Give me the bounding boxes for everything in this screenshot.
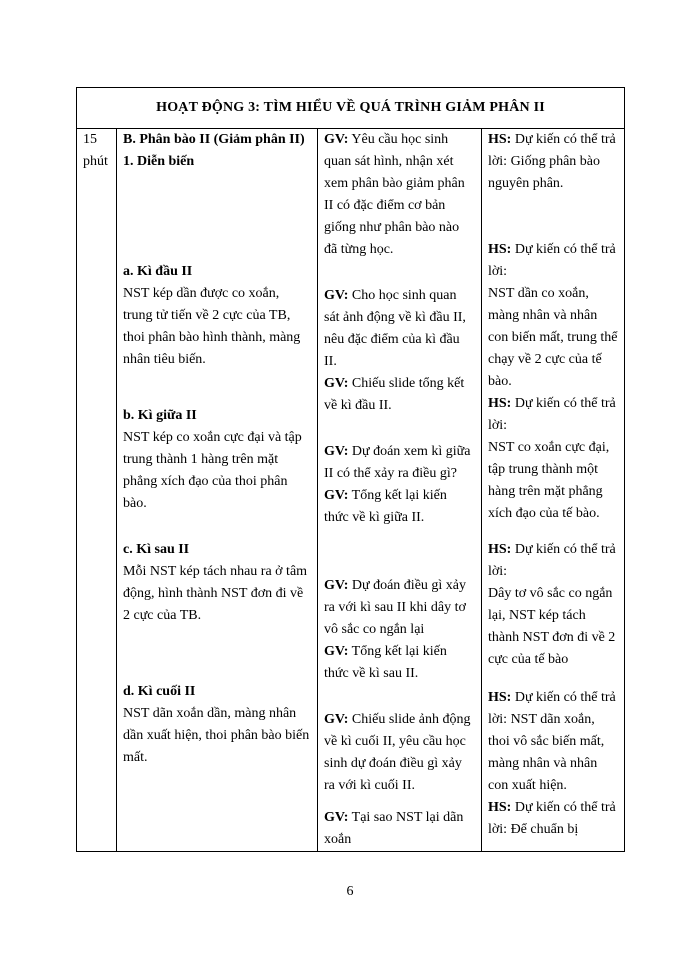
header-row <box>77 88 625 129</box>
student-label: HS: <box>488 242 512 257</box>
student-label: HS: <box>488 396 512 411</box>
student-item: HS: Dự kiến có thể trả lời: Giống phân bào nguyên phân. <box>488 132 616 191</box>
time-label: 15 phút <box>83 132 108 169</box>
phase-title: c. Kì sau II <box>123 542 190 557</box>
student-label: HS: <box>488 690 512 705</box>
activity-title: HOẠT ĐỘNG 3: TÌM HIỂU VỀ QUÁ TRÌNH GIẢM PHÂN II <box>77 88 625 129</box>
teacher-label: GV: <box>324 488 349 503</box>
phase-text: NST kép dần được co xoắn, trung tử tiến về 2 cực của TB, thoi phân bào hình thành, màng nhân tiêu biến. <box>123 286 301 367</box>
student-item: HS: Dự kiến có thể trả lời: <box>488 242 616 279</box>
teacher-item: GV: Dự đoán điều gì xảy ra với kì sau II khi dây tơ vô sắc co ngắn lại <box>324 578 467 637</box>
phase-title: d. Kì cuối II <box>123 684 196 699</box>
student-label: HS: <box>488 542 512 557</box>
teacher-cell <box>318 129 482 852</box>
phase-text: NST kép co xoắn cực đại và tập trung thành 1 hàng trên mặt phẳng xích đạo của thoi phân bào. <box>123 430 302 511</box>
student-item: HS: Dự kiến có thể trả lời: NST dãn xoắn, thoi vô sắc biến mất, màng nhân và nhân con xuất hiện. <box>488 690 616 793</box>
teacher-item: GV: Dự đoán xem kì giữa II có thể xảy ra điều gì? <box>324 444 471 481</box>
phase-title: a. Kì đầu II <box>123 264 193 279</box>
time-cell <box>77 129 117 852</box>
section-title: B. Phân bào II (Giảm phân II) <box>123 132 305 147</box>
student-item-text: NST co xoắn cực đại, tập trung thành một hàng trên mặt phẳng xích đạo của tế bào. <box>488 440 610 521</box>
teacher-label: GV: <box>324 644 349 659</box>
student-label: HS: <box>488 132 512 147</box>
student-item-text: NST dần co xoắn, màng nhân và nhân con biến mất, trung thể chạy về 2 cực của tế bào. <box>488 286 618 389</box>
teacher-item: GV: Chiếu slide ảnh động về kì cuối II, yêu cầu học sinh dự đoán điều gì xảy ra với kì cuối II. <box>324 712 471 793</box>
student-item: HS: Dự kiến có thể trả lời: Để chuẩn bị <box>488 800 616 837</box>
student-cell <box>482 129 625 852</box>
teacher-label: GV: <box>324 132 349 147</box>
teacher-label: GV: <box>324 712 349 727</box>
teacher-item: GV: Cho học sinh quan sát ảnh động về kì đầu II, nêu đặc điểm của kì đầu II. <box>324 288 466 369</box>
content-cell <box>117 129 318 852</box>
teacher-item: GV: Chiếu slide tổng kết về kì đầu II. <box>324 376 465 413</box>
phase-text: NST dãn xoắn dần, màng nhân dần xuất hiện, thoi phân bào biến mất. <box>123 706 310 765</box>
teacher-item: GV: Tổng kết lại kiến thức về kì giữa II. <box>324 488 447 525</box>
lesson-table <box>76 87 625 852</box>
student-item-text: Dây tơ vô sắc co ngắn lại, NST kép tách thành NST đơn đi về 2 cực của tế bào <box>488 586 616 667</box>
teacher-item: GV: Tổng kết lại kiến thức về kì sau II. <box>324 644 447 681</box>
teacher-label: GV: <box>324 288 349 303</box>
teacher-label: GV: <box>324 444 349 459</box>
teacher-item: GV: Tại sao NST lại dãn xoắn <box>324 810 464 847</box>
student-item: HS: Dự kiến có thể trả lời: <box>488 396 616 433</box>
teacher-label: GV: <box>324 578 349 593</box>
student-item: HS: Dự kiến có thể trả lời: <box>488 542 616 579</box>
phase-text: Mỗi NST kép tách nhau ra ở tâm động, hình thành NST đơn đi về 2 cực của TB. <box>123 564 308 623</box>
student-label: HS: <box>488 800 512 815</box>
content-row <box>77 129 625 852</box>
teacher-label: GV: <box>324 376 349 391</box>
subsection-title: 1. Diễn biến <box>123 154 195 169</box>
page-number: 6 <box>346 884 354 899</box>
teacher-item: GV: Yêu cầu học sinh quan sát hình, nhận xét xem phân bào giảm phân II có đặc điểm cơ bản giống như phân bào nào đã từng học. <box>324 132 465 257</box>
phase-title: b. Kì giữa II <box>123 408 197 423</box>
teacher-label: GV: <box>324 810 349 825</box>
